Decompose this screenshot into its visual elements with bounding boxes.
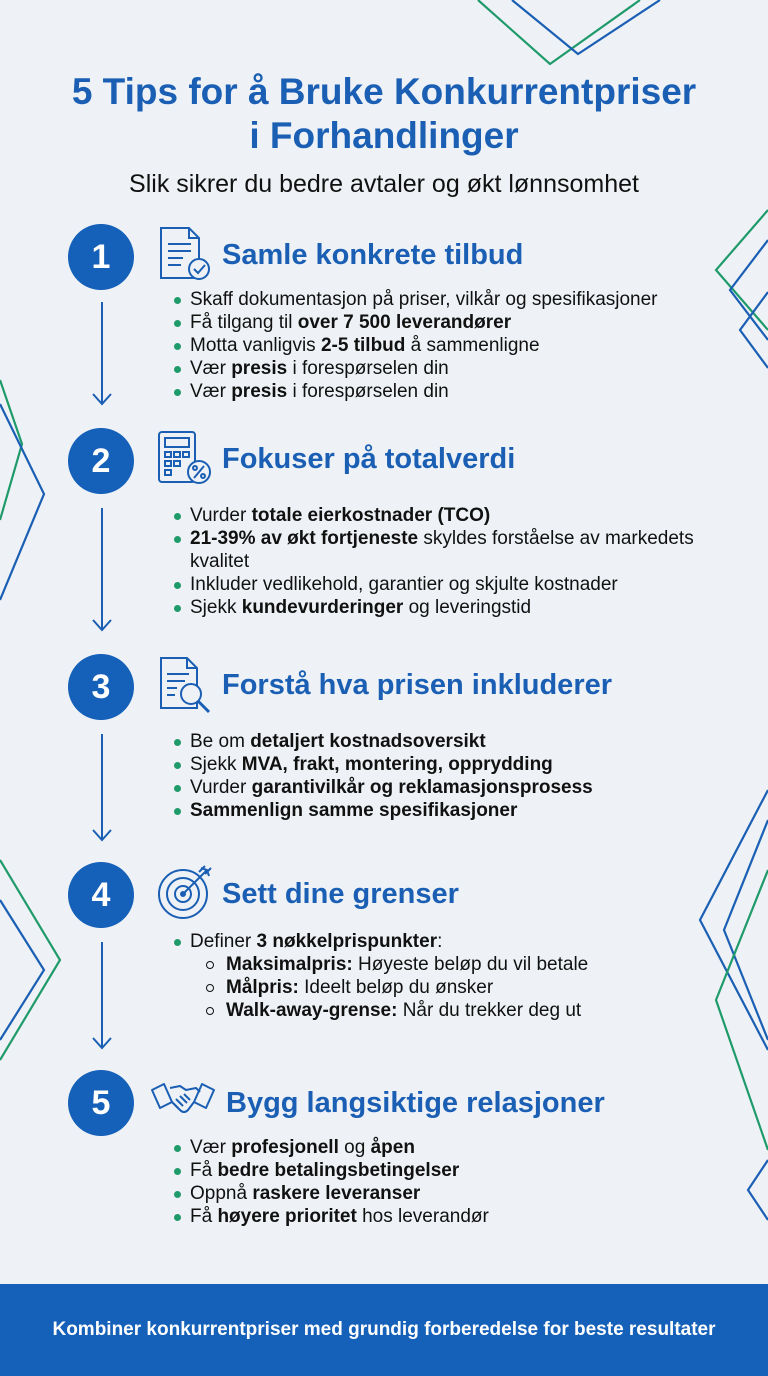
step-number-2: 2: [68, 428, 134, 494]
page-title: [0, 70, 768, 158]
sub-list-item: Walk-away-grense: Når du trekker deg ut: [170, 999, 730, 1022]
document-check-icon: [155, 224, 215, 284]
tip-list-1: [170, 288, 730, 403]
document-search-icon: [155, 654, 215, 714]
footer-banner: [0, 1284, 768, 1376]
list-item: Inkluder vedlikehold, garantier og skjulte kostnader: [170, 573, 730, 596]
list-item: Sjekk MVA, frakt, montering, opprydding: [170, 753, 730, 776]
tip-title-1: Samle konkrete tilbud: [222, 239, 524, 271]
down-arrow-icon: [91, 506, 113, 634]
tip-list-3: [170, 730, 730, 822]
list-item: Skaff dokumentasjon på priser, vilkår og spesifikasjoner: [170, 288, 730, 311]
step-number-4: 4: [68, 862, 134, 928]
tip-list-2: [170, 504, 730, 619]
sub-list-item: Målpris: Ideelt beløp du ønsker: [170, 976, 730, 999]
list-item: Vær profesjonell og åpen: [170, 1136, 730, 1159]
tip-title-2: Fokuser på totalverdi: [222, 443, 516, 475]
tip-title-3: Forstå hva prisen inkluderer: [222, 669, 613, 701]
step-number-5: 5: [68, 1070, 134, 1136]
step-number-1: 1: [68, 224, 134, 290]
list-item: Få tilgang til over 7 500 leverandører: [170, 311, 730, 334]
list-item: Motta vanligvis 2-5 tilbud å sammenligne: [170, 334, 730, 357]
list-item: Vær presis i forespørselen din: [170, 380, 730, 403]
down-arrow-icon: [91, 940, 113, 1052]
list-item: Vær presis i forespørselen din: [170, 357, 730, 380]
title-line-2: i Forhandlinger: [249, 115, 519, 156]
list-item: Sammenlign samme spesifikasjoner: [170, 799, 730, 822]
list-item: Vurder totale eierkostnader (TCO): [170, 504, 730, 527]
sub-list-item: Maksimalpris: Høyeste beløp du vil betale: [170, 953, 730, 976]
list-item: Be om detaljert kostnadsoversikt: [170, 730, 730, 753]
down-arrow-icon: [91, 732, 113, 844]
calculator-percent-icon: [155, 428, 215, 488]
list-item: 21-39% av økt fortjeneste skyldes forståelse av markedets kvalitet: [170, 527, 730, 573]
list-item: Definer 3 nøkkelprispunkter:: [170, 930, 730, 953]
list-item: Få bedre betalingsbetingelser: [170, 1159, 730, 1182]
tip-list-4: [170, 930, 730, 1022]
step-number-3: 3: [68, 654, 134, 720]
handshake-icon: [150, 1072, 216, 1132]
footer-text: Kombiner konkurrentpriser med grundig forberedelse for beste resultater: [52, 1319, 716, 1340]
title-line-1: 5 Tips for å Bruke Konkurrentpriser: [71, 71, 697, 112]
list-item: Oppnå raskere leveranser: [170, 1182, 730, 1205]
down-arrow-icon: [91, 300, 113, 408]
list-item: Vurder garantivilkår og reklamasjonsprosess: [170, 776, 730, 799]
tip-title-5: Bygg langsiktige relasjoner: [226, 1087, 605, 1119]
tip-title-4: Sett dine grenser: [222, 878, 459, 910]
target-icon: [155, 862, 215, 922]
list-item: Få høyere prioritet hos leverandør: [170, 1205, 730, 1228]
tip-list-5: [170, 1136, 730, 1228]
page-subtitle: Slik sikrer du bedre avtaler og økt lønnsomhet: [129, 170, 639, 198]
list-item: Sjekk kundevurderinger og leveringstid: [170, 596, 730, 619]
